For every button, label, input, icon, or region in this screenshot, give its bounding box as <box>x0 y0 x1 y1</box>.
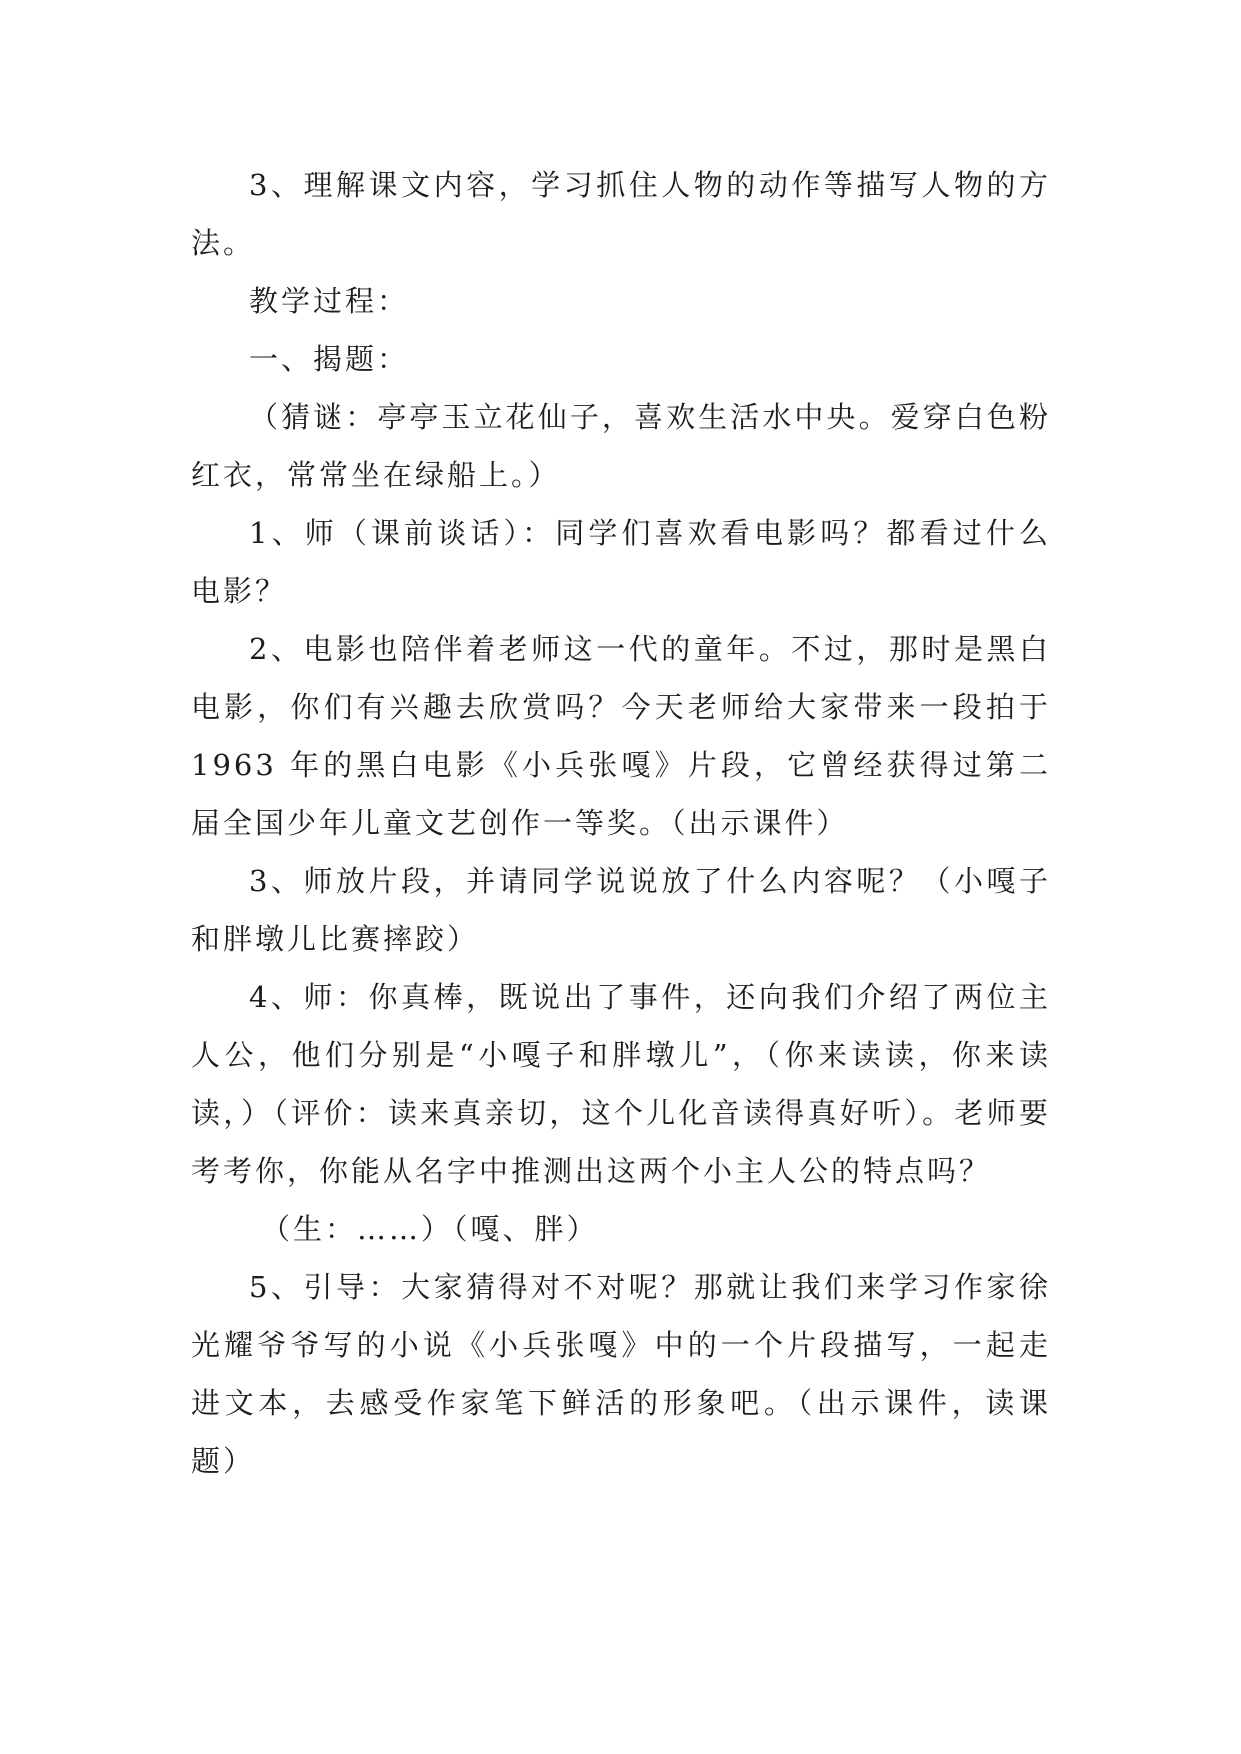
paragraph-riddle: （猜谜：亭亭玉立花仙子，喜欢生活水中央。爱穿白色粉红衣，常常坐在绿船上。） <box>191 400 1051 492</box>
paragraph-step-5: 5、引导：大家猜得对不对呢？那就让我们来学习作家徐光耀爷爷写的小说《小兵张嘎》中的一个片段描写，一起走进文本，去感受作家笔下鲜活的形象吧。（出示课件，读课题） <box>191 1270 1051 1478</box>
paragraph-step-4: 4、师：你真棒，既说出了事件，还向我们介绍了两位主人公，他们分别是“小嘎子和胖墩儿”，（你来读读，你来读读，）（评价：读来真亲切，这个儿化音读得真好听）。老师要考考你，你能从名字中推测出这两个小主人公的特点吗？ <box>191 980 1051 1188</box>
paragraph-student-response: （生：……）（嘎、胖） <box>261 1212 599 1246</box>
paragraph-step-1: 1、师（课前谈话）：同学们喜欢看电影吗？都看过什么电影？ <box>191 516 1051 608</box>
paragraph-step-3: 3、师放片段，并请同学说说放了什么内容呢？（小嘎子和胖墩儿比赛摔跤） <box>191 864 1051 956</box>
paragraph-section-one-heading: 一、揭题： <box>249 342 410 376</box>
paragraph-step-2: 2、电影也陪伴着老师这一代的童年。不过，那时是黑白电影，你们有兴趣去欣赏吗？今天老师给大家带来一段拍于 1963 年的黑白电影《小兵张嘎》片段，它曾经获得过第二届全国少年儿童文艺创作一等奖。（出示课件） <box>191 632 1051 840</box>
document-body <box>191 156 1051 1490</box>
paragraph-objective-3: 3、理解课文内容，学习抓住人物的动作等描写人物的方法。 <box>191 168 1051 260</box>
paragraph-teaching-process-heading: 教学过程： <box>249 284 410 318</box>
